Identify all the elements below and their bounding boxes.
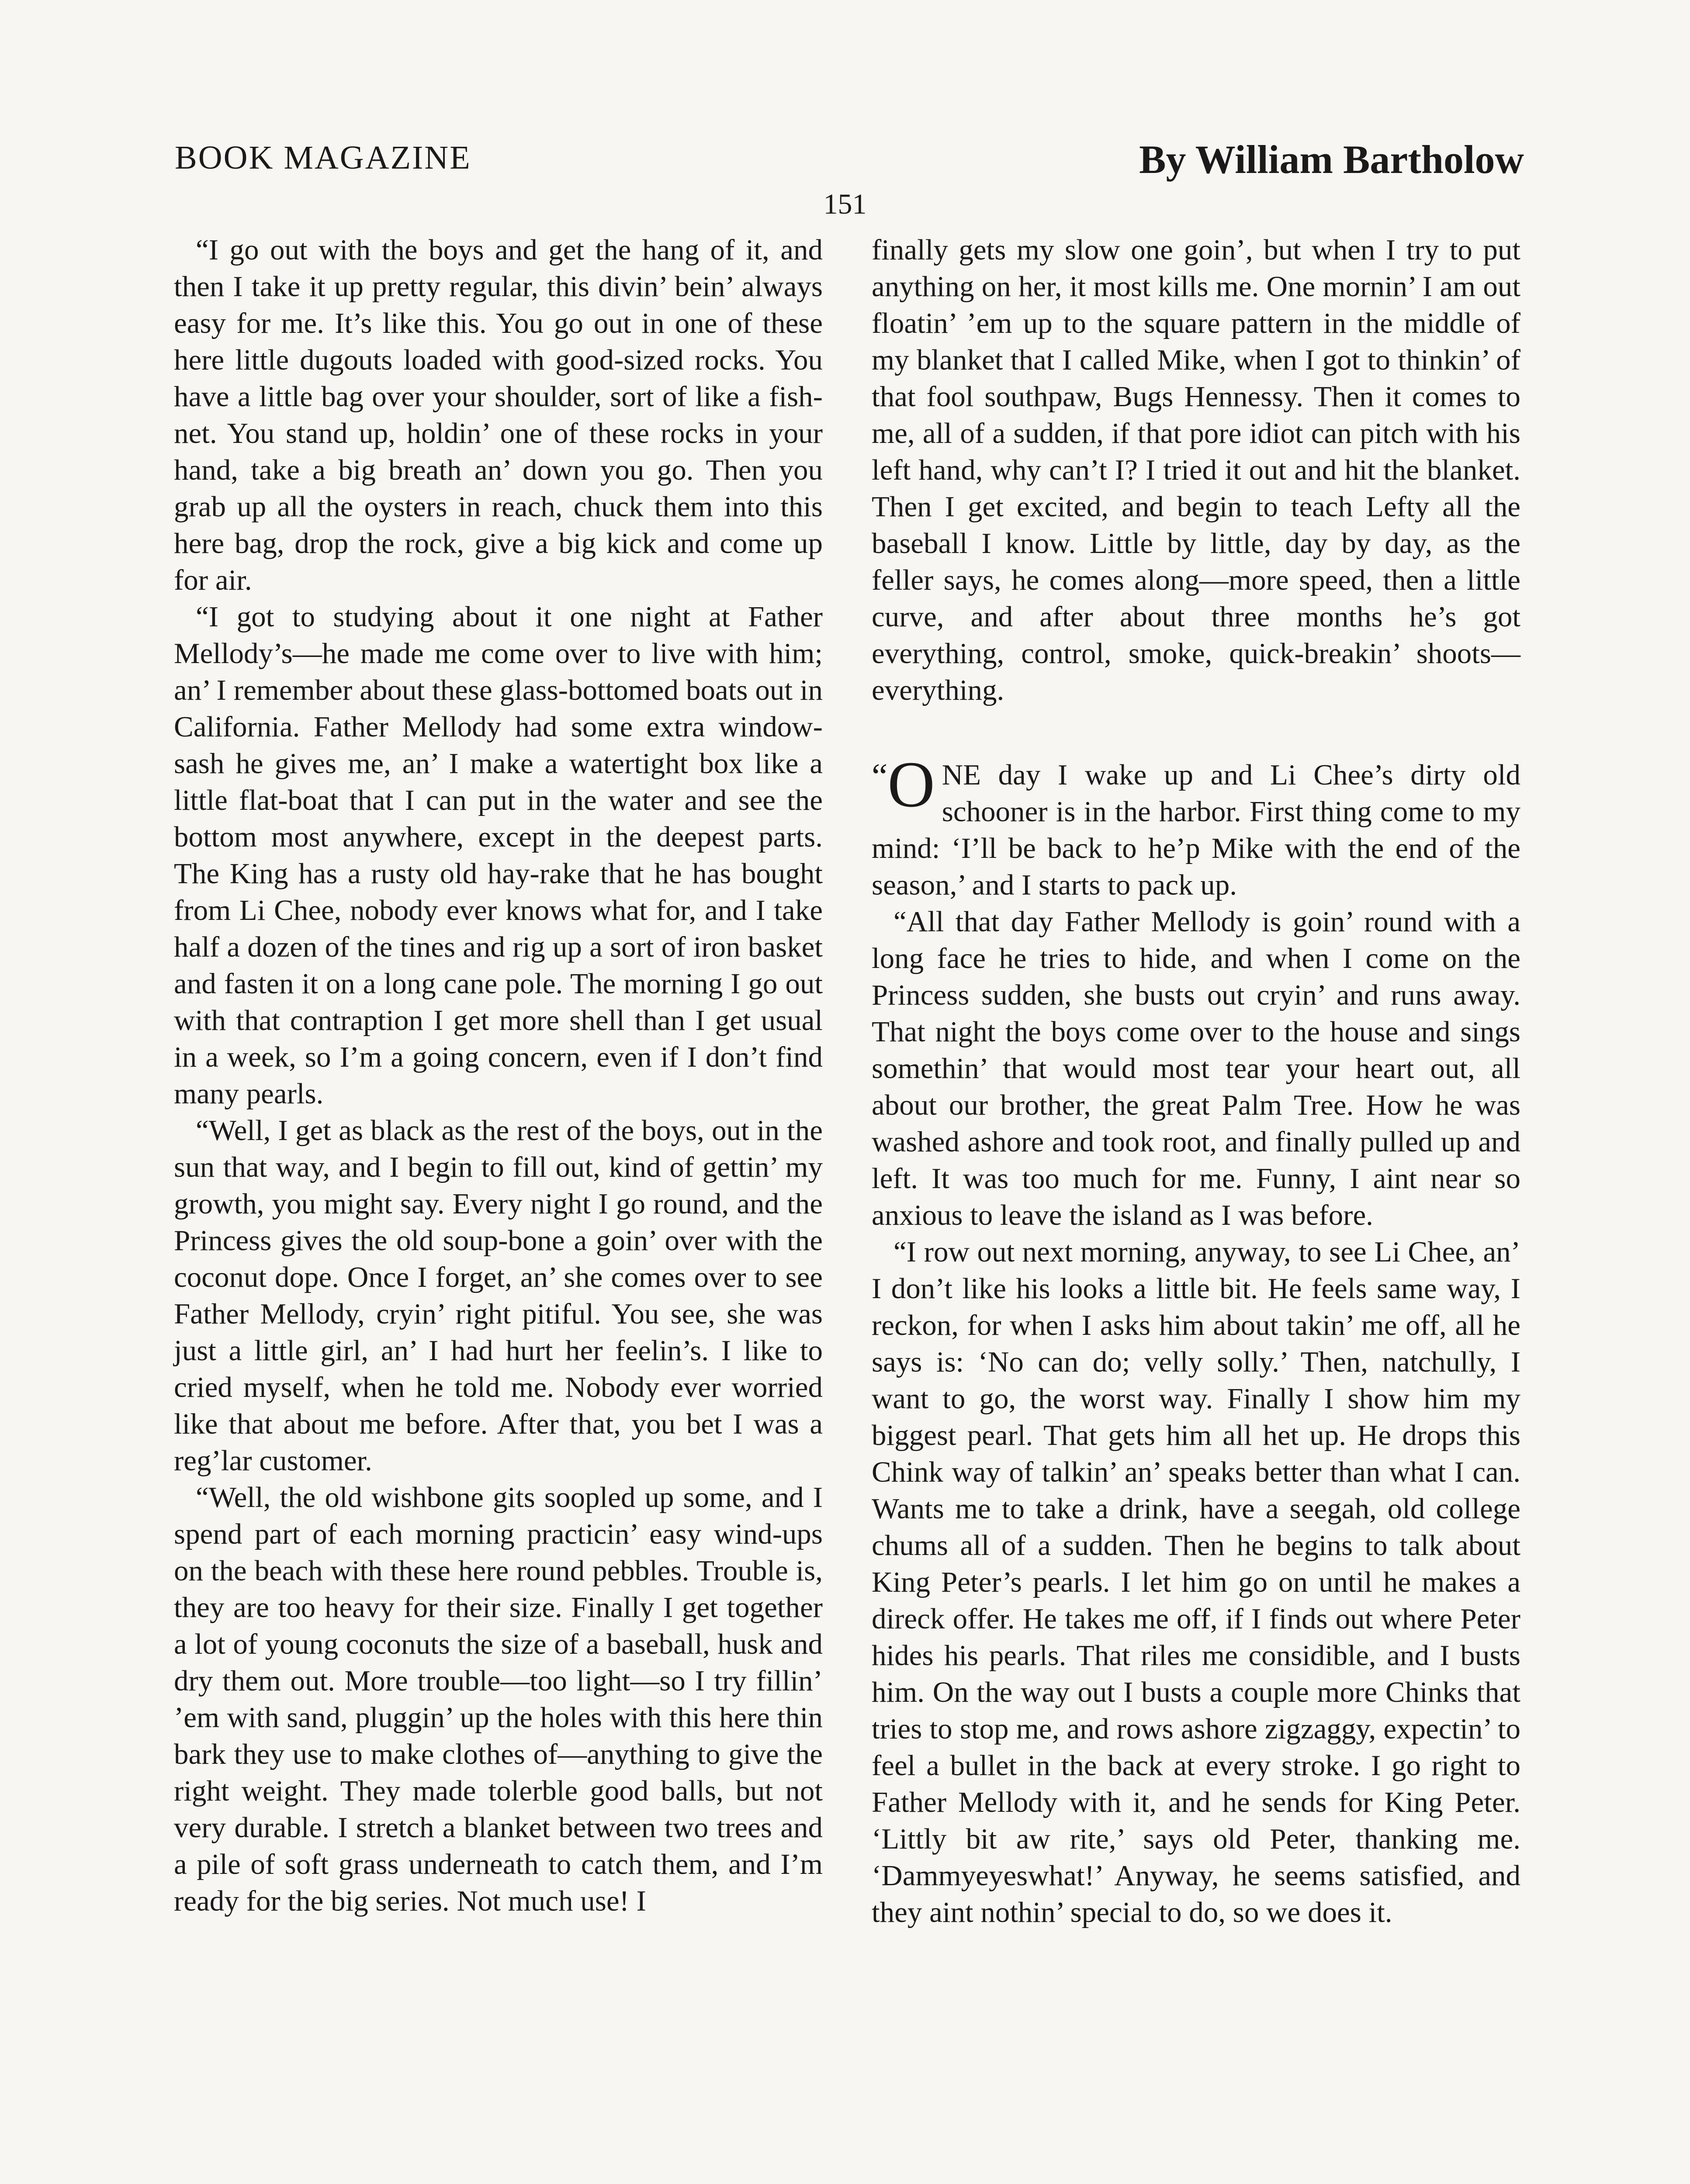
section-start-paragraph [872,748,1520,903]
author-byline: By William Bartholow [1139,137,1524,182]
section-start-text: NE day I wake up and Li Chee’s dirty old schooner is in the harbor. First thing come to my mind: ‘I’ll be back to he’p Mike with the end of the season,’ and I starts to pack up. [872,759,1520,901]
paragraph: “I go out with the boys and get the hang of it, and then I take it up pretty regular, this divin’ bein’ always easy for me. It’s like this. You go out in one of these here little dugouts loaded with good-sized rocks. You have a little bag over your shoulder, sort of like a fish-net. You stand up, holdin’ one of these rocks in your hand, take a big breath an’ down you go. Then you grab up all the oysters in reach, chuck them into this here bag, drop the rock, give a big kick and come up for air. [174,234,823,596]
page-number: 151 [823,188,867,220]
paragraph: “Well, the old wishbone gits soopled up some, and I spend part of each morning practicin’ easy wind-ups on the beach with these here round pebbles. Trouble is, they are too heavy for their size. Finally I get together a lot of young coconuts the size of a baseball, husk and dry them out. More trouble—too light—so I try fillin’ ’em with sand, pluggin’ up the holes with this here thin bark they use to make clothes of—anything to give the right weight. They made tolerble good balls, but not very durable. I stretch a blanket between two trees and a pile of soft grass underneath to catch them, and I’m ready for the big series. Not much use! I [174,1481,823,1917]
paragraph: “I row out next morning, anyway, to see Li Chee, an’ I don’t like his looks a little bit. He feels same way, I reckon, for when I asks him about takin’ me off, all he says is: ‘No can do; velly solly.’ Then, natchully, I want to go, the worst way. Finally I show him my biggest pearl. That gets him all het up. He drops this Chink way of talkin’ an’ speaks better than what I can. Wants me to take a drink, have a seegah, old college chums all of a sudden. Then he begins to talk about King Peter’s pearls. I let him go on until he makes a direck offer. He takes me off, if I finds out where Peter hides his pearls. That riles me considible, and I busts him. On the way out I busts a couple more Chinks that tries to stop me, and rows ashore zigzaggy, expectin’ to feel a bullet in the back at every stroke. I go right to Father Mellody with it, and he sends for King Peter. ‘Littly bit aw rite,’ says old Peter, thanking me. ‘Dammyeyeswhat!’ Anyway, he seems satisfied, and they aint nothin’ special to do, so we does it. [872,1236,1520,1928]
left-column [174,232,823,1919]
paragraph: “Well, I get as black as the rest of the boys, out in the sun that way, and I begin to fill out, kind of gettin’ my growth, you might say. Every night I go round, and the Princess gives the old soup-bone a goin’ over with the coconut dope. Once I forget, an’ she comes over to see Father Mellody, cryin’ right pitiful. You see, she was just a little girl, an’ I had hurt her feelin’s. I like to cried myself, when he told me. Nobody ever worried like that about me before. After that, you bet I was a reg’lar customer. [174,1114,823,1477]
paragraph-continuation: finally gets my slow one goin’, but when I try to put anything on her, it most kills me. One mornin’ I am out floatin’ ’em up to the square pattern in the middle of my blanket that I called Mike, when I got to thinkin’ of that fool southpaw, Bugs Hennessy. Then it comes to me, all of a sudden, if that pore idiot can pitch with his left hand, why can’t I? I tried it out and hit the blanket. Then I get excited, and begin to teach Lefty all the baseball I know. Little by little, day by day, as the feller says, he comes along—more speed, then a little curve, and after about three months he’s got everything, control, smoke, quick-breakin’ shoots—everything. [872,234,1520,706]
magazine-title: BOOK MAGAZINE [175,139,471,176]
paragraph: “I got to studying about it one night at Father Mellody’s—he made me come over to live with him; an’ I remember about these glass-bottomed boats out in California. Father Mellody had some extra window-sash he gives me, an’ I make a watertight box like a little flat-boat that I can put in the water and see the bottom most anywhere, except in the deepest parts. The King has a rusty old hay-rake that he has bought from Li Chee, nobody ever knows what for, and I take half a dozen of the tines and rig up a sort of iron basket and fasten it on a long cane pole. The morning I go out with that contraption I get more shell than I get usual in a week, so I’m a going concern, even if I don’t find many pearls. [174,601,823,1110]
opening-quote: “ [872,756,888,796]
right-column [872,232,1520,1931]
paragraph: “All that day Father Mellody is goin’ round with a long face he tries to hide, and when I come on the Princess sudden, she busts out cryin’ and runs away. That night the boys come over to the house and sings somethin’ that would most tear your heart out, all about our brother, the great Palm Tree. How he was washed ashore and took root, and finally pulled up and left. It was too much for me. Funny, I aint near so anxious to leave the island as I was before. [872,905,1520,1231]
drop-cap: O [887,748,935,821]
